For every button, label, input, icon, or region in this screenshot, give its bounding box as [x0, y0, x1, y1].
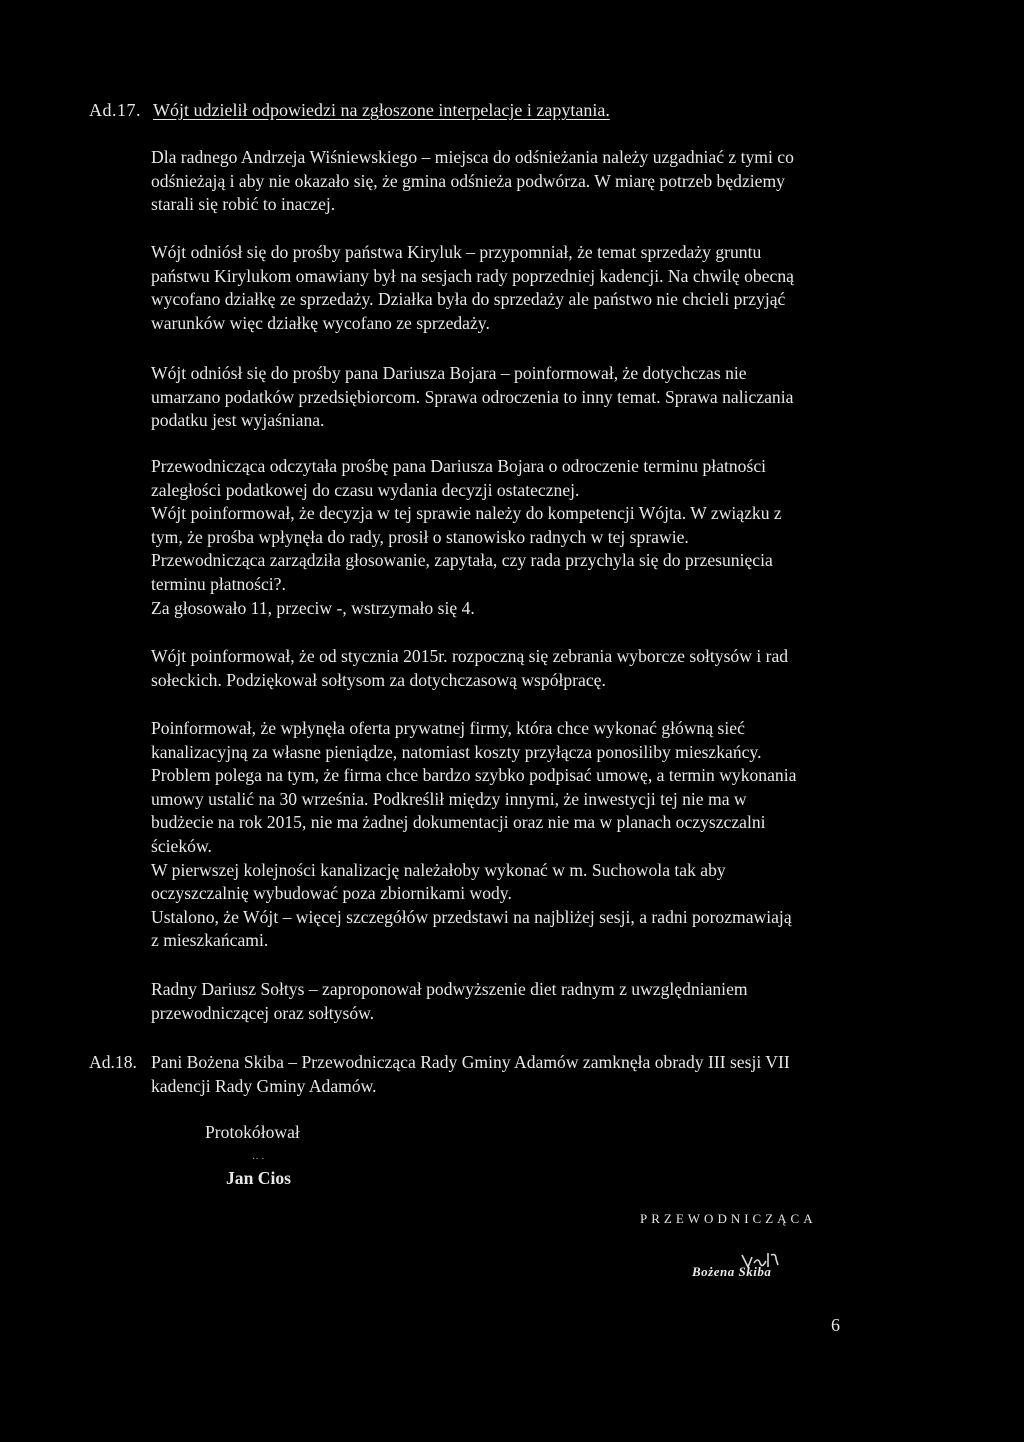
paragraph-vote — [151, 455, 911, 620]
paragraph-elections — [151, 645, 911, 692]
paragraph-text: Dla radnego Andrzeja Wiśniewskiego – miejsca do odśnieżania należy uzgadniać z tymi co odśnieżają i aby nie okazało się, że gmina odśnieża podwórza. W miarę potrzeb będziemy starali się robić to inaczej. — [151, 147, 794, 215]
chair-name-stamp: Bożena Skiba — [692, 1264, 772, 1279]
page-number: 6 — [831, 1315, 840, 1335]
paragraph-snow-clearing — [151, 146, 911, 217]
paragraph-text: Radny Dariusz Sołtys – zaproponował podwyższenie diet radnym z uwzględnianiem przewodniczącej oraz sołtysów. — [151, 979, 748, 1023]
paragraph-bojar-taxes — [151, 362, 911, 433]
paragraph-text: Wójt odniósł się do prośby pana Dariusza Bojara – poinformował, że dotychczas nie umarzano podatków przedsiębiorcom. Sprawa odroczenia to inny temat. Sprawa naliczania podatku jest wyjaśniana. — [151, 363, 794, 431]
section-heading-ad17 — [89, 98, 610, 122]
recorder-signature — [226, 1154, 292, 1189]
section-text: Pani Bożena Skiba – Przewodnicząca Rady Gminy Adamów zamknęła obrady III sesji VII kadencji Rady Gminy Adamów. — [151, 1052, 790, 1096]
chair-stamp-label: PRZEWODNICZĄCA — [640, 1211, 817, 1226]
recorder-label: Protokółował — [205, 1122, 300, 1142]
paragraph-sewerage-offer — [151, 717, 911, 953]
recorder-name: Jan Cios — [226, 1168, 292, 1188]
section-number: Ad.17. — [89, 100, 141, 120]
paragraph-text: Wójt odniósł się do prośby państwa Kiryluk – przypomniał, że temat sprzedaży gruntu państwu Kirylukom omawiany był na sesjach rady poprzedniej kadencji. Na chwilę obecną wycofano działkę ze sprzedaży. Działka była do sprzedaży ale państwo nie chcieli przyjąć warunków więc działkę wycofano ze sprzedaży. — [151, 242, 794, 333]
paragraph-allowances — [151, 978, 911, 1025]
section-number: Ad.18. — [89, 1052, 137, 1072]
paragraph-text: Poinformował, że wpłynęła oferta prywatnej firmy, która chce wykonać główną sieć kanalizacyjną za własne pieniądze, natomiast koszty przyłącza ponosiliby mieszkańcy. Problem polega na tym, że firma chce bardzo szybko podpisać umowę, a termin wykonania umowy ustalić na 30 września. Podkreślił między innymi, że inwestycji tej nie ma w budżecie na rok 2015, nie ma żadnej dokumentacji oraz nie ma w planach oczyszczalni ścieków. W pierwszej kolejności kanalizację należałoby wykonać w m. Suchowola tak aby oczyszczalnię wybudować poza zbiornikami wody. Ustalono, że Wójt – więcej szczegółów przedstawi na najbliżej sesji, a radni porozmawiają z mieszkańcami. — [151, 718, 797, 951]
paragraph-kiryluk — [151, 241, 911, 335]
paragraph-text: Wójt poinformował, że od stycznia 2015r. rozpoczną się zebrania wyborcze sołtysów i rad sołeckich. Podziękował sołtysom za dotychczasową współpracę. — [151, 646, 789, 690]
paragraph-text: Przewodnicząca odczytała prośbę pana Dariusza Bojara o odroczenie terminu płatności zaległości podatkowej do czasu wydania decyzji ostatecznej. Wójt poinformował, że decyzja w tej sprawie należy do kompetencji Wójta. W związku z tym, że prośba wpłynęła do rady, prosił o stanowisko radnych w tej sprawie. Przewodnicząca zarządziła głosowanie, zapytała, czy rada przychyla się do przesunięcia terminu płatności?. Za głosowało 11, przeciw -, wstrzymało się 4. — [151, 456, 782, 618]
signature-scribble-icon: ·· · — [252, 1154, 265, 1165]
section-title: Wójt udzielił odpowiedzi na zgłoszone interpelacje i zapytania. — [153, 100, 610, 120]
